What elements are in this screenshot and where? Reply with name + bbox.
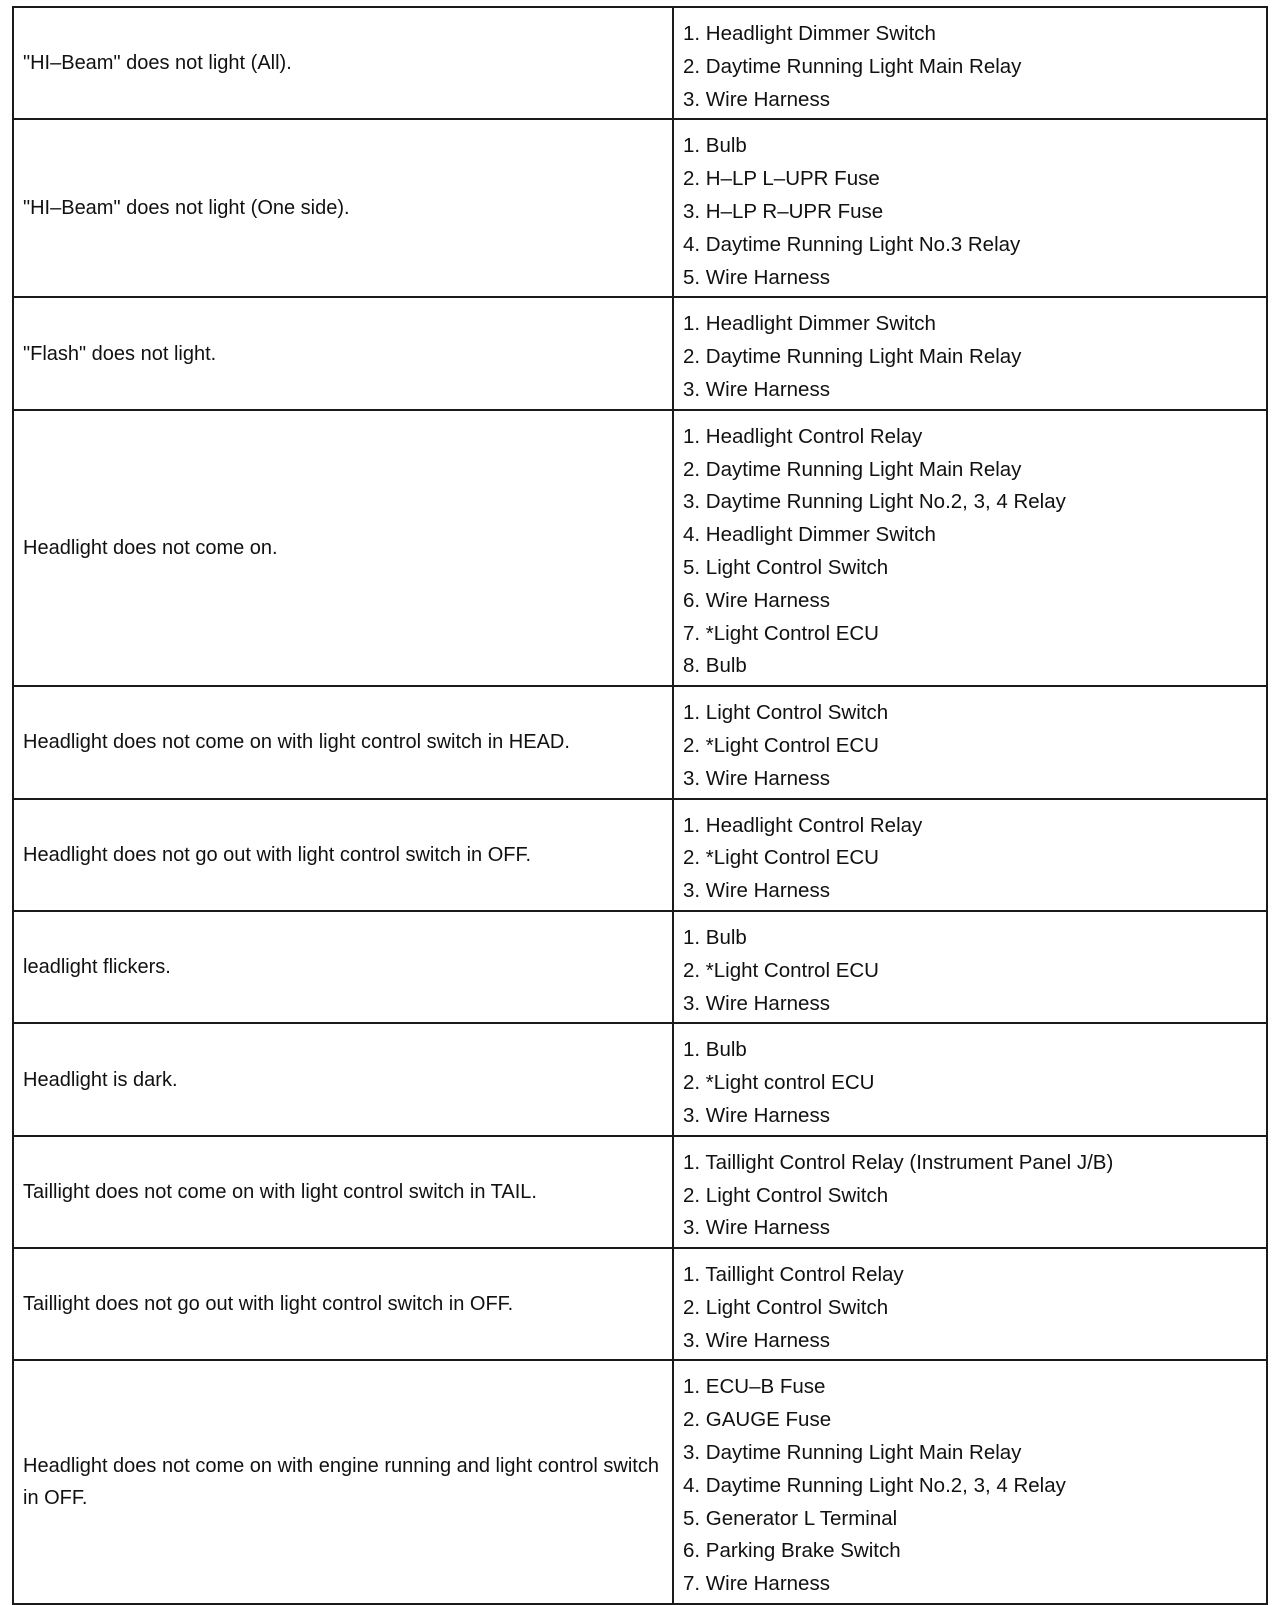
suspect-area-item: 4. Daytime Running Light No.3 Relay <box>683 232 1021 256</box>
suspect-area-item: 3. Daytime Running Light Main Relay <box>683 1441 1022 1465</box>
suspect-area-item: 5. Light Control Switch <box>683 555 889 579</box>
suspect-area-item: 4. Daytime Running Light No.2, 3, 4 Relay <box>683 1473 1066 1497</box>
suspect-area-item: 3. Daytime Running Light No.2, 3, 4 Relay <box>683 490 1066 514</box>
table-row <box>13 410 1267 686</box>
suspect-area-item: 7. *Light Control ECU <box>683 621 879 645</box>
table-row <box>13 1023 1267 1135</box>
suspect-area-item: 1. Bulb <box>683 925 747 949</box>
table-row <box>13 911 1267 1023</box>
suspect-area-item: 3. Wire Harness <box>683 87 830 111</box>
suspect-area-cell <box>673 686 1267 798</box>
symptom-cell: Headlight does not come on with engine running and light control switch in OFF. <box>13 1360 673 1604</box>
suspect-area-item: 1. Headlight Control Relay <box>683 813 923 837</box>
suspect-area-item: 1. Bulb <box>683 1038 747 1062</box>
suspect-area-item: 2. *Light Control ECU <box>683 958 879 982</box>
suspect-area-item: 2. Light Control Switch <box>683 1183 889 1207</box>
suspect-area-item: 2. *Light Control ECU <box>683 733 879 757</box>
suspect-area-list <box>683 922 1266 1020</box>
suspect-area-cell <box>673 410 1267 686</box>
table-body <box>13 7 1267 1604</box>
suspect-area-item: 1. Headlight Control Relay <box>683 424 923 448</box>
table-row <box>13 119 1267 297</box>
suspect-area-item: 5. Generator L Terminal <box>683 1506 898 1530</box>
suspect-area-item: 2. GAUGE Fuse <box>683 1408 832 1432</box>
suspect-area-item: 3. Wire Harness <box>683 1328 830 1352</box>
suspect-area-list <box>683 130 1266 294</box>
suspect-area-item: 3. Wire Harness <box>683 766 830 790</box>
suspect-area-item: 3. H–LP R–UPR Fuse <box>683 199 884 223</box>
symptom-cell: "HI–Beam" does not light (All). <box>13 7 673 119</box>
suspect-area-item: 3. Wire Harness <box>683 991 830 1015</box>
suspect-area-list <box>683 1147 1266 1245</box>
suspect-area-item: 1. Bulb <box>683 134 747 158</box>
suspect-area-item: 1. Headlight Dimmer Switch <box>683 22 936 45</box>
suspect-area-item: 3. Wire Harness <box>683 377 830 401</box>
suspect-area-list <box>683 18 1266 116</box>
symptom-cell: leadlight flickers. <box>13 911 673 1023</box>
suspect-area-item: 5. Wire Harness <box>683 265 830 289</box>
table-row <box>13 799 1267 911</box>
suspect-area-item: 2. Daytime Running Light Main Relay <box>683 457 1022 481</box>
suspect-area-item: 3. Wire Harness <box>683 1216 830 1240</box>
suspect-area-item: 2. *Light Control ECU <box>683 846 879 870</box>
table-row <box>13 686 1267 798</box>
suspect-area-item: 2. Daytime Running Light Main Relay <box>683 54 1022 78</box>
suspect-area-cell <box>673 1136 1267 1248</box>
suspect-area-item: 1. Headlight Dimmer Switch <box>683 312 936 336</box>
suspect-area-list <box>683 421 1266 683</box>
suspect-area-list <box>683 1034 1266 1132</box>
suspect-area-item: 8. Bulb <box>683 654 747 678</box>
suspect-area-item: 6. Wire Harness <box>683 588 830 612</box>
troubleshooting-table <box>12 6 1268 1605</box>
table-row <box>13 1248 1267 1360</box>
suspect-area-item: 2. Daytime Running Light Main Relay <box>683 345 1022 369</box>
suspect-area-item: 1. Taillight Control Relay (Instrument Panel J/B) <box>683 1150 1114 1174</box>
suspect-area-item: 1. ECU–B Fuse <box>683 1375 826 1399</box>
suspect-area-list <box>683 1371 1266 1601</box>
suspect-area-item: 3. Wire Harness <box>683 1103 830 1127</box>
suspect-area-cell <box>673 911 1267 1023</box>
symptom-cell: Headlight does not go out with light control switch in OFF. <box>13 799 673 911</box>
suspect-area-cell <box>673 1023 1267 1135</box>
suspect-area-cell <box>673 7 1267 119</box>
suspect-area-item: 2. Light Control Switch <box>683 1295 889 1319</box>
symptom-cell: Headlight is dark. <box>13 1023 673 1135</box>
table-row <box>13 1136 1267 1248</box>
suspect-area-cell <box>673 297 1267 409</box>
suspect-area-item: 1. Taillight Control Relay <box>683 1263 904 1287</box>
table-row <box>13 7 1267 119</box>
symptom-cell: Taillight does not come on with light control switch in TAIL. <box>13 1136 673 1248</box>
suspect-area-item: 6. Parking Brake Switch <box>683 1539 901 1563</box>
table-row <box>13 297 1267 409</box>
suspect-area-cell <box>673 119 1267 297</box>
suspect-area-item: 7. Wire Harness <box>683 1572 830 1596</box>
symptom-cell: "HI–Beam" does not light (One side). <box>13 119 673 297</box>
symptom-cell: Taillight does not go out with light control switch in OFF. <box>13 1248 673 1360</box>
suspect-area-item: 3. Wire Harness <box>683 879 830 903</box>
suspect-area-item: 1. Light Control Switch <box>683 701 889 725</box>
suspect-area-list <box>683 308 1266 406</box>
suspect-area-cell <box>673 1248 1267 1360</box>
suspect-area-list <box>683 810 1266 908</box>
suspect-area-cell <box>673 799 1267 911</box>
symptom-cell: Headlight does not come on. <box>13 410 673 686</box>
suspect-area-item: 4. Headlight Dimmer Switch <box>683 523 936 547</box>
symptom-cell: "Flash" does not light. <box>13 297 673 409</box>
suspect-area-list <box>683 1259 1266 1357</box>
suspect-area-item: 2. H–LP L–UPR Fuse <box>683 167 880 191</box>
suspect-area-item: 2. *Light control ECU <box>683 1071 875 1095</box>
suspect-area-list <box>683 697 1266 795</box>
symptom-cell: Headlight does not come on with light control switch in HEAD. <box>13 686 673 798</box>
